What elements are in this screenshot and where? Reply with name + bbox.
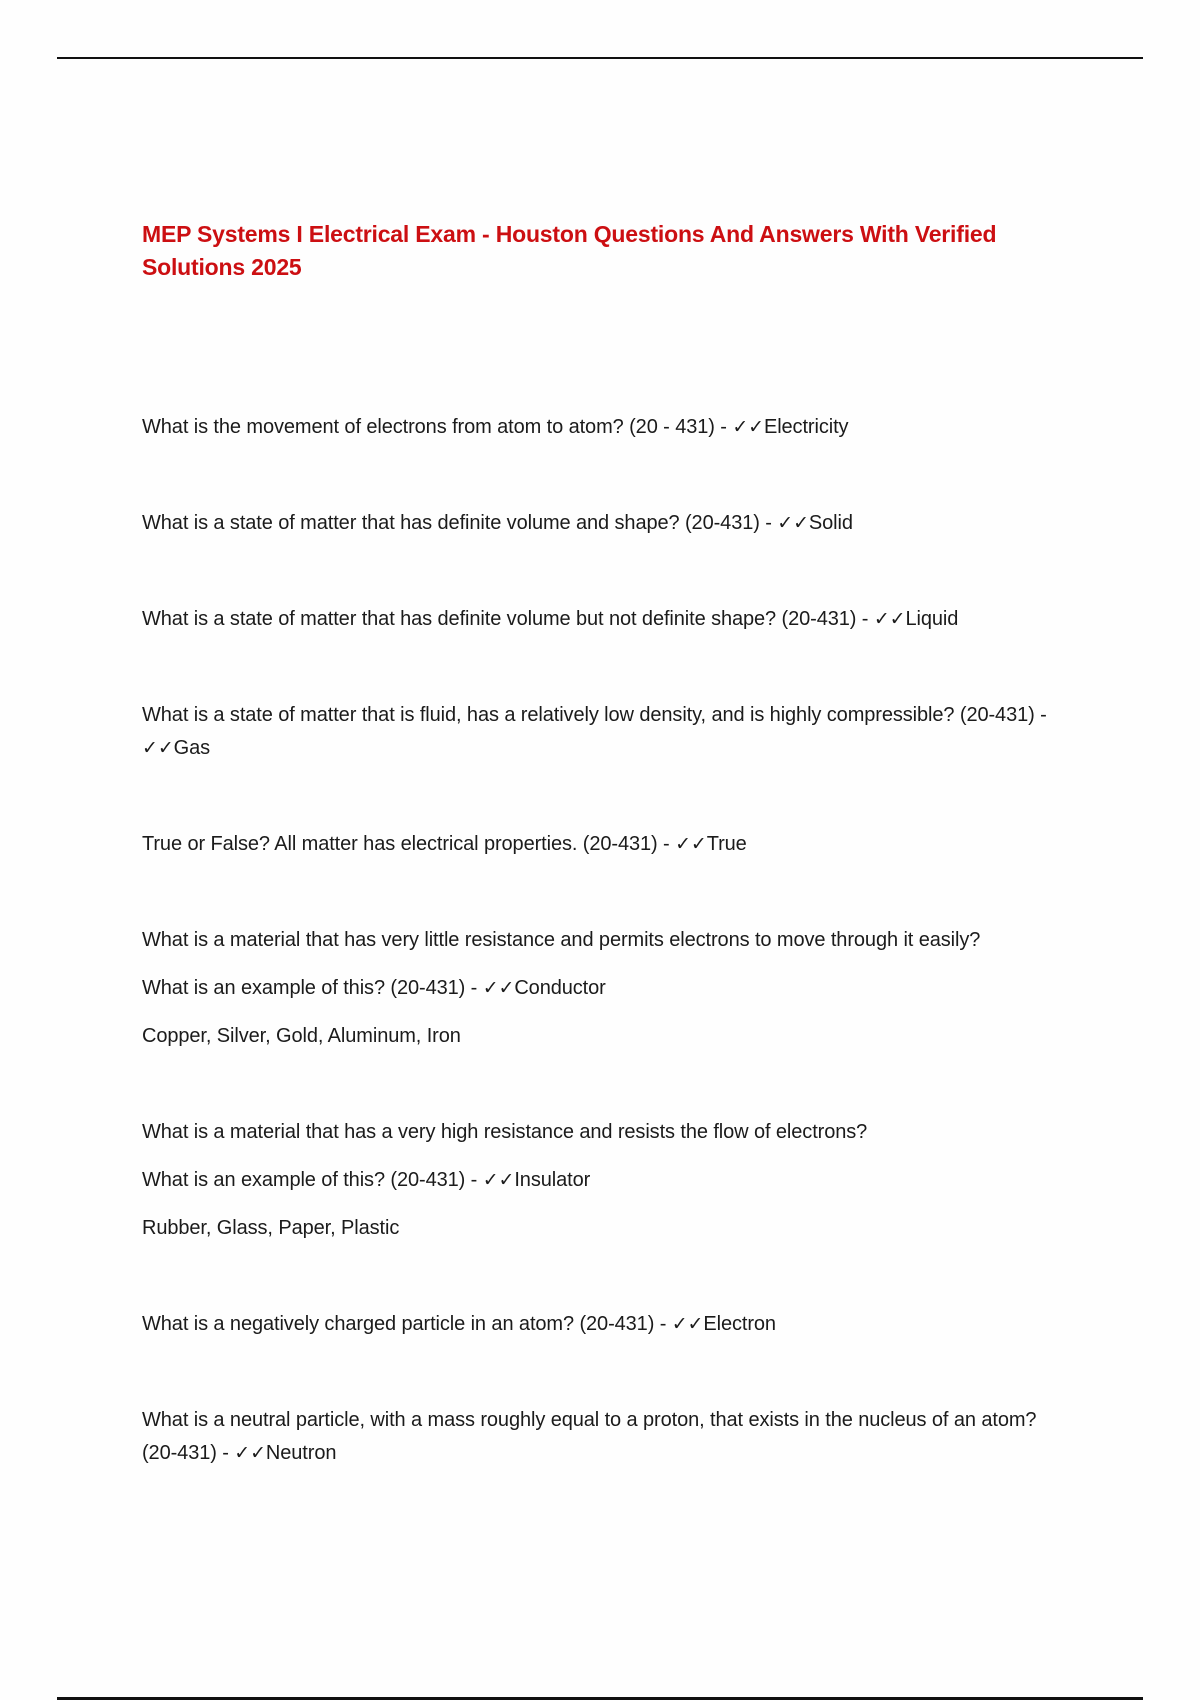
question-text: True or False? All matter has electrical properties. (20-431) -: [142, 833, 676, 855]
check-icon: ✓✓: [675, 833, 707, 855]
qa-item: [142, 411, 1072, 444]
answer-text: Solid: [808, 512, 853, 534]
qa-followup: [142, 1164, 1072, 1197]
check-icon: ✓✓: [482, 1169, 515, 1191]
answer-text: True: [706, 833, 747, 855]
check-icon: ✓✓: [732, 416, 764, 438]
answer-text: Electron: [703, 1313, 776, 1335]
qa-item: [142, 1404, 1072, 1470]
question-text: What is a material that has very little resistance and permits electrons to move through it easily?: [142, 929, 981, 951]
qa-item: [142, 1308, 1072, 1341]
qa-item: [142, 1116, 1072, 1245]
answer-text: Gas: [173, 737, 211, 759]
qa-item: [142, 924, 1072, 1053]
qa-item: [142, 828, 1072, 861]
answer-text: Neutron: [265, 1442, 337, 1464]
qa-question: [142, 603, 1072, 636]
qa-question: [142, 828, 1072, 861]
answer-text: Insulator: [514, 1169, 591, 1191]
question-text: What is a state of matter that is fluid, has a relatively low density, and is highly compressible? (20-431) -: [142, 704, 1047, 726]
qa-question: [142, 699, 1072, 765]
top-rule: [57, 57, 1143, 59]
answer-text: Conductor: [514, 977, 606, 999]
qa-question: [142, 411, 1072, 444]
qa-question: [142, 507, 1072, 540]
question-text: What is a state of matter that has definite volume but not definite shape? (20-431) -: [142, 608, 874, 630]
check-icon: ✓✓: [777, 512, 809, 534]
qa-question: [142, 1404, 1072, 1470]
examples-text: Copper, Silver, Gold, Aluminum, Iron: [142, 1025, 461, 1047]
qa-followup: [142, 972, 1072, 1005]
answer-text: Liquid: [905, 608, 959, 630]
question-text: What is a state of matter that has definite volume and shape? (20-431) -: [142, 512, 778, 534]
followup-text: What is an example of this? (20-431) -: [142, 977, 483, 999]
qa-list: [142, 411, 1072, 1470]
qa-question: [142, 1308, 1072, 1341]
check-icon: ✓✓: [482, 977, 515, 999]
check-icon: ✓✓: [873, 608, 906, 630]
check-icon: ✓✓: [142, 737, 174, 759]
qa-item: [142, 603, 1072, 636]
question-text: What is a material that has a very high resistance and resists the flow of electrons?: [142, 1121, 868, 1143]
question-text: What is a neutral particle, with a mass roughly equal to a proton, that exists in the nucleus of an atom? (20-431) -: [142, 1409, 1037, 1464]
check-icon: ✓✓: [671, 1313, 704, 1335]
question-text: What is the movement of electrons from atom to atom? (20 - 431) -: [142, 416, 733, 438]
question-text: What is a negatively charged particle in an atom? (20-431) -: [142, 1313, 672, 1335]
document-body: [142, 218, 1072, 1470]
answer-text: Electricity: [763, 416, 849, 438]
qa-item: [142, 507, 1072, 540]
qa-item: [142, 699, 1072, 765]
examples-text: Rubber, Glass, Paper, Plastic: [142, 1217, 400, 1239]
document-title: MEP Systems I Electrical Exam - Houston Questions And Answers With Verified Solutions 2025: [142, 221, 997, 280]
followup-text: What is an example of this? (20-431) -: [142, 1169, 483, 1191]
check-icon: ✓✓: [234, 1442, 266, 1464]
